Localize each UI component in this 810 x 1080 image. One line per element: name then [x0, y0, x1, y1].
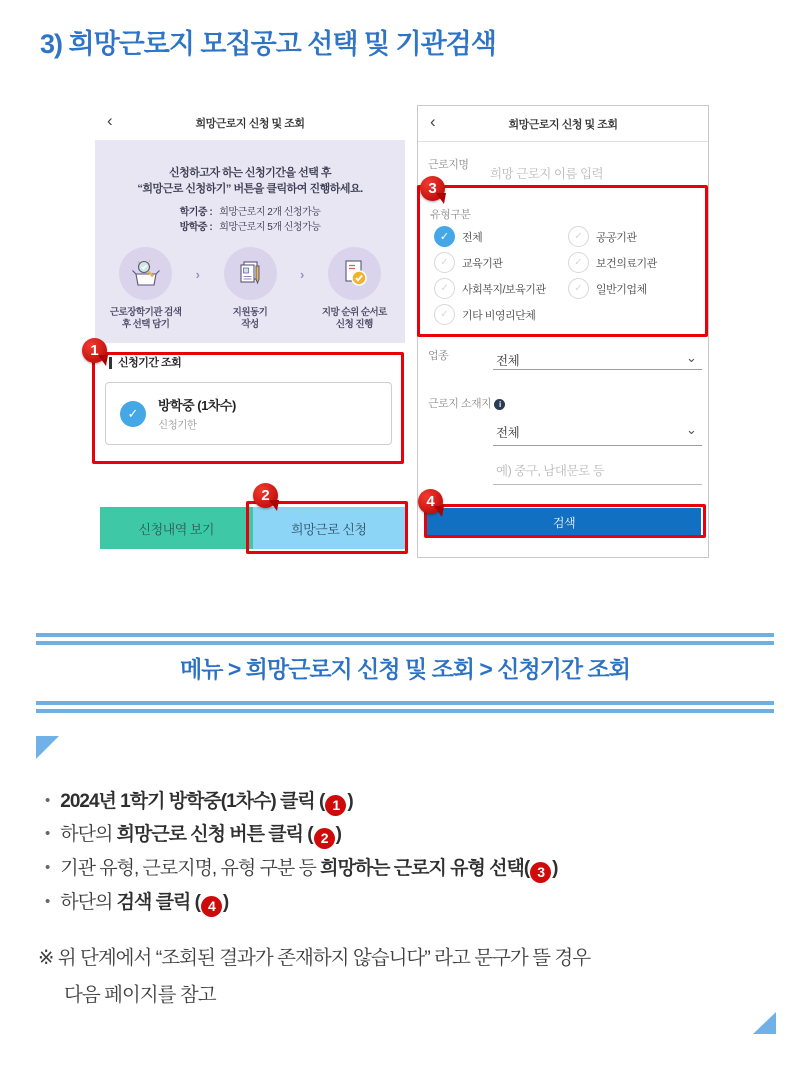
right-phone-header — [418, 106, 708, 142]
phone-screenshot-right — [417, 105, 709, 558]
location-select[interactable]: 전체 — [496, 426, 520, 440]
vacation-limit-row: 방학중 : 희망근로지 5개 신청가능 — [179, 222, 321, 233]
radio-check-icon: ✓ — [434, 304, 455, 325]
check-circle-icon: ✓ — [120, 401, 146, 427]
corner-triangle-top — [36, 736, 59, 759]
industry-label: 업종 — [428, 350, 449, 362]
annotation-badge-3: 3 — [420, 176, 445, 201]
process-steps — [95, 247, 405, 331]
instruction-badge-1: 1 — [325, 795, 346, 816]
phone-screenshot-left — [95, 105, 405, 549]
bullet-icon: • — [45, 893, 50, 910]
radio-option-public[interactable]: ✓ 공공기관 — [568, 226, 637, 247]
bullet-icon: • — [45, 859, 50, 876]
radio-option-all[interactable]: ✓ 전체 — [434, 226, 482, 247]
back-icon[interactable]: ‹ — [107, 111, 113, 130]
instruction-badge-4: 4 — [201, 896, 222, 917]
bullet-icon: • — [45, 792, 50, 809]
radio-check-icon: ✓ — [434, 226, 455, 247]
instruction-badge-3: 3 — [530, 862, 551, 883]
breadcrumb: 메뉴 > 희망근로지 신청 및 조회 > 신청기간 조회 — [180, 656, 630, 682]
search-box-icon — [119, 247, 172, 300]
period-card[interactable] — [105, 382, 392, 445]
step-apply-order: 지망 순위 순서로 신청 진행 — [310, 247, 398, 331]
instruction-item-3: • 기관 유형, 근로지명, 유형 구분 등 희망하는 근로지 유형 선택( 3 ) — [45, 853, 558, 883]
location-label: 근로지 소재지 i — [428, 395, 505, 411]
instruction-item-1: • 2024년 1학기 방학중(1차수) 클릭 ( 1 ) — [45, 786, 353, 816]
search-button[interactable]: 검색 — [427, 508, 701, 537]
left-phone-header — [95, 105, 405, 141]
divider-rule — [36, 701, 774, 705]
period-name: 방학중 (1차수) — [158, 398, 236, 413]
radio-check-icon: ✓ — [434, 278, 455, 299]
document-check-icon — [328, 247, 381, 300]
radio-check-icon: ✓ — [568, 252, 589, 273]
intro-line-2: “희망근로 신청하기” 버튼을 클릭하여 진행하세요. — [137, 183, 363, 195]
instruction-item-2: • 하단의 희망근로 신청 버튼 클릭 ( 2 ) — [45, 819, 341, 849]
chevron-down-icon[interactable]: ⌄ — [686, 350, 697, 365]
info-panel — [95, 140, 405, 343]
step-write-motivation: 지원동기 작성 — [206, 247, 294, 331]
note-line-2: 다음 페이지를 참고 — [64, 984, 216, 1006]
location-input[interactable]: 예) 중구, 남대문로 등 — [496, 464, 605, 478]
period-deadline-label: 신청기한 — [158, 419, 197, 431]
workplace-name-input[interactable]: 희망 근로지 이름 입력 — [490, 167, 604, 181]
divider-rule — [36, 709, 774, 713]
step-search-institution: 근로장학기관 검색 후 선택 담기 — [102, 247, 190, 331]
divider-rule — [36, 641, 774, 645]
location-select-underline — [493, 445, 702, 446]
instruction-badge-2: 2 — [314, 828, 335, 849]
page-title: 3) 희망근로지 모집공고 선택 및 기관검색 — [40, 29, 496, 59]
type-section-label: 유형구분 — [430, 209, 471, 221]
industry-select[interactable]: 전체 — [496, 354, 520, 368]
radio-check-icon: ✓ — [434, 252, 455, 273]
radio-option-welfare[interactable]: ✓ 사회복지/보육기관 — [434, 278, 546, 299]
chevron-right-icon: › — [300, 267, 305, 282]
radio-option-company[interactable]: ✓ 일반기업체 — [568, 278, 647, 299]
instruction-item-4: • 하단의 검색 클릭 ( 4 ) — [45, 887, 228, 917]
document-pencil-icon — [224, 247, 277, 300]
divider-rule — [36, 633, 774, 637]
screen-title: 희망근로지 신청 및 조회 — [508, 118, 618, 131]
location-input-underline — [493, 484, 702, 485]
info-icon: i — [494, 399, 505, 410]
industry-underline — [493, 369, 702, 370]
chevron-right-icon: › — [195, 267, 200, 282]
radio-option-education[interactable]: ✓ 교육기관 — [434, 252, 503, 273]
annotation-badge-4: 4 — [418, 489, 443, 514]
back-icon[interactable]: ‹ — [430, 112, 436, 131]
radio-option-medical[interactable]: ✓ 보건의료기관 — [568, 252, 657, 273]
apply-button[interactable]: 희망근로 신청 — [253, 507, 406, 549]
bullet-icon: • — [45, 825, 50, 842]
radio-check-icon: ✓ — [568, 226, 589, 247]
annotation-badge-2: 2 — [253, 483, 278, 508]
period-section-title: 신청기간 조회 — [109, 357, 181, 369]
semester-limit-row: 학기중 : 희망근로지 2개 신청가능 — [179, 207, 321, 218]
radio-check-icon: ✓ — [568, 278, 589, 299]
screen-title: 희망근로지 신청 및 조회 — [195, 117, 305, 130]
workplace-name-label: 근로지명 — [428, 159, 469, 171]
history-button[interactable]: 신청내역 보기 — [100, 507, 253, 549]
bottom-button-row — [100, 507, 405, 549]
intro-line-1: 신청하고자 하는 신청기간을 선택 후 — [168, 167, 332, 179]
annotation-badge-1: 1 — [82, 338, 107, 363]
chevron-down-icon[interactable]: ⌄ — [686, 422, 697, 437]
radio-option-nonprofit[interactable]: ✓ 기타 비영리단체 — [434, 304, 535, 325]
note-line-1: ※ 위 단계에서 “조회된 결과가 존재하지 않습니다” 라고 문구가 뜰 경우 — [38, 947, 591, 969]
corner-triangle-bottom — [753, 1012, 776, 1034]
